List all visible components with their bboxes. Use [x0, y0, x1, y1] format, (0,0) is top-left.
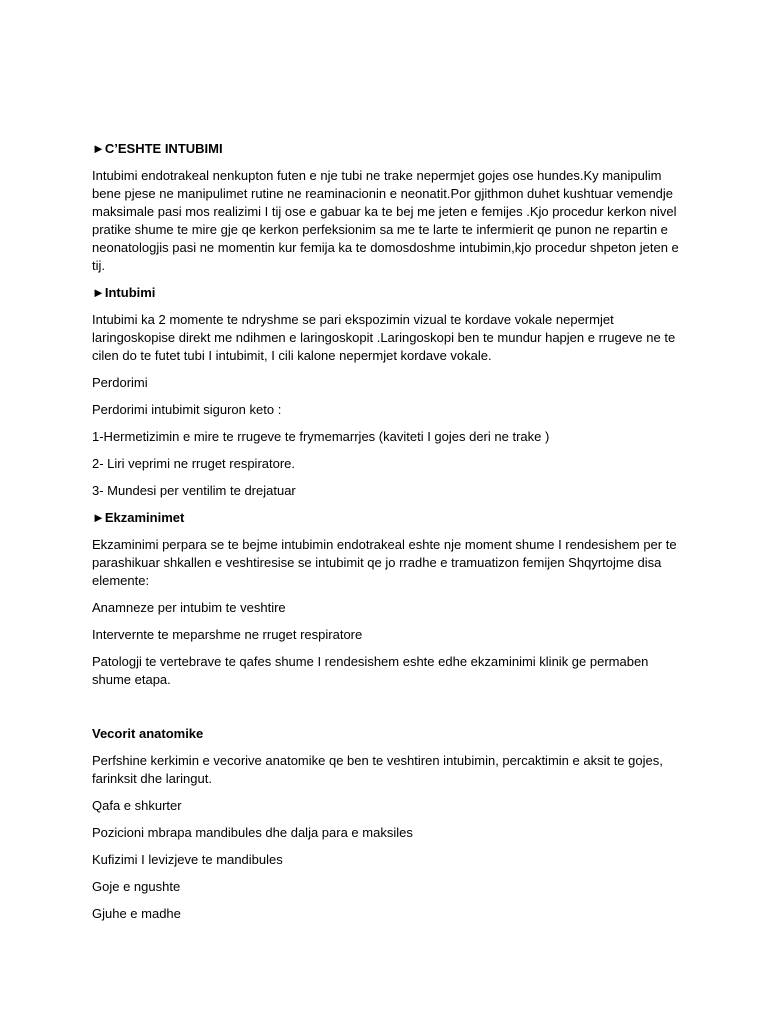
list-item-kufizimi: Kufizimi I levizjeve te mandibules [92, 852, 283, 867]
list-item-gjuhe: Gjuhe e madhe [92, 906, 181, 921]
paragraph-perdorimi-intro: Perdorimi intubimit siguron keto : [92, 402, 282, 417]
paragraph-ekzaminimet: Ekzaminimi perpara se te bejme intubimin endotrakeal eshte nje moment shume I rendesishem per te parashikuar shkallen e veshtiresise se intubimit qe jo rradhe e tramuatizon femijen Shqyrtojme disa elemente: [92, 537, 677, 588]
list-item-3: 3- Mundesi per ventilim te drejatuar [92, 483, 296, 498]
section-heading-ekzaminimet: ►Ekzaminimet [92, 510, 185, 525]
subheading-perdorimi: Perdorimi [92, 375, 148, 390]
paragraph-intubimi: Intubimi ka 2 momente te ndryshme se pari ekspozimin vizual te kordave vokale nepermjet laringoskopise direkt me ndihmen e laringoskopit .Laringoskopi ben te mundur hapjen e rrugeve ne te cilen do te futet tubi I intubimit, I cili kalone nepermjet kordave vokale. [92, 312, 676, 363]
section-heading-intubimi: ►Intubimi [92, 285, 156, 300]
paragraph-definition: Intubimi endotrakeal nenkupton futen e nje tubi ne trake nepermjet gojes ose hundes.Ky manipulim bene pjese ne manipulimet rutine ne reaminacionin e neonatit.Por gjithmon duhet kushtuar vemendje maksimale pasi mos realizimi I tij ose e gabuar ka te bej me jeten e femijes .Kjo procedur kerkon nivel pratike shume te mire gje qe kerkon perfeksionim sa me te larte te infermierit qe punon ne repartin e neonatologjis pasi ne momentin kur femija ka te domosdoshme intubimin,kjo procedur shpeton jeten e tij. [92, 168, 679, 273]
list-item-qafa: Qafa e shkurter [92, 798, 182, 813]
list-item-intervenerte: Intervernte te meparshme ne rruget respiratore [92, 627, 363, 642]
list-item-2: 2- Liri veprimi ne rruget respiratore. [92, 456, 296, 471]
document-page [92, 140, 682, 932]
section-heading-vecorit-anatomike: Vecorit anatomike [92, 726, 204, 741]
list-item-anamneze: Anamneze per intubim te veshtire [92, 600, 286, 615]
list-item-patologji: Patologji te vertebrave te qafes shume I rendesishem eshte edhe ekzaminimi klinik ge permaben shume etapa. [92, 654, 649, 687]
list-item-1: 1-Hermetizimin e mire te rrugeve te frymemarrjes (kaviteti I gojes deri ne trake ) [92, 429, 550, 444]
blank-line [92, 698, 682, 725]
list-item-goje: Goje e ngushte [92, 879, 181, 894]
list-item-pozicioni: Pozicioni mbrapa mandibules dhe dalja para e maksiles [92, 825, 413, 840]
section-heading-intubimi-definition: ►C’ESHTE INTUBIMI [92, 141, 223, 156]
paragraph-vecorit-anatomike: Perfshine kerkimin e vecorive anatomike qe ben te veshtiren intubimin, percaktimin e aksit te gojes, farinksit dhe laringut. [92, 753, 663, 786]
